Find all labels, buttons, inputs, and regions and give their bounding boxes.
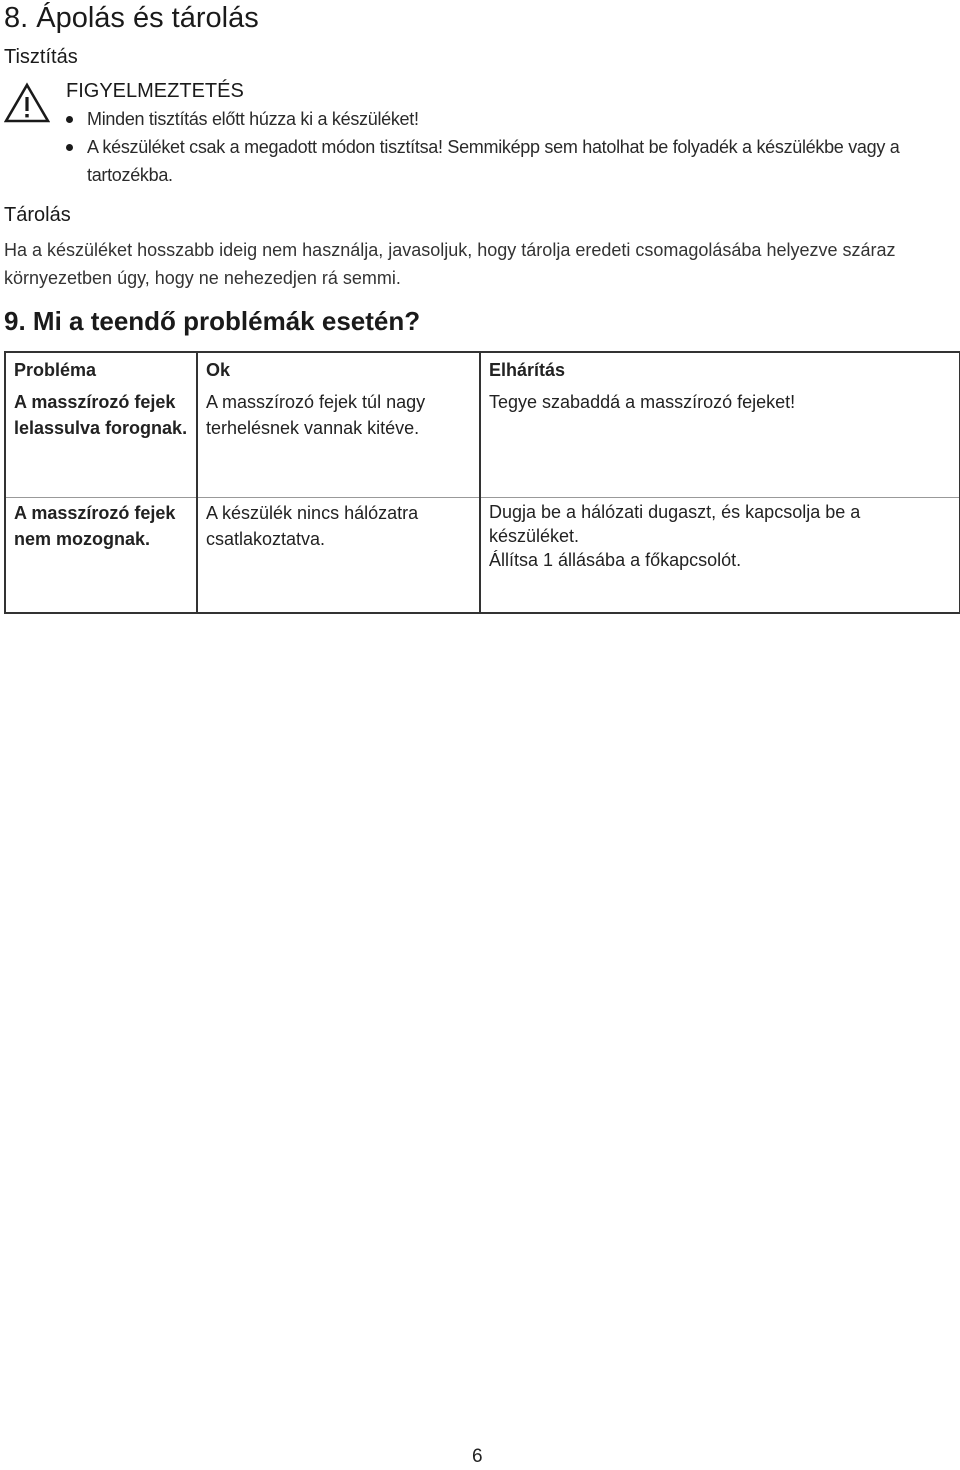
solution-cell [480, 387, 960, 498]
header-cause: Ok [197, 352, 480, 387]
warning-list [66, 105, 960, 189]
page-number: 6 [472, 1446, 483, 1467]
problem-cell: A masszírozó fejek nem mozognak. [5, 498, 197, 614]
table-header-row [5, 352, 960, 387]
section-title-troubleshooting: 9. Mi a teendő problémák esetén? [4, 306, 421, 336]
cause-cell: A masszírozó fejek túl nagy terhelésnek vannak kitéve. [197, 387, 480, 498]
cause-cell: A készülék nincs hálózatra csatlakoztatva. [197, 498, 480, 614]
storage-text: Ha a készüléket hosszabb ideig nem használja, javasoljuk, hogy tárolja eredeti csomagolásába helyezve száraz környezetben úgy, hogy ne nehezedjen rá semmi. [4, 240, 896, 288]
bullet-icon [66, 116, 73, 123]
solution-cell [480, 498, 960, 614]
warning-item-text: A készüléket csak a megadott módon tisztítsa! Semmiképp sem hatolhat be folyadék a készülékbe vagy a tartozékba. [87, 137, 900, 185]
table-row [5, 498, 960, 614]
header-solution: Elhárítás [480, 352, 960, 387]
problem-cell: A masszírozó fejek lelassulva forognak. [5, 387, 197, 498]
header-problem: Probléma [5, 352, 197, 387]
solution-line: Dugja be a hálózati dugaszt, és kapcsolja be a készüléket. [489, 502, 861, 546]
warning-triangle-icon [4, 82, 50, 124]
section-title-care: 8. Ápolás és tárolás [4, 2, 259, 34]
table-row [5, 387, 960, 498]
bullet-icon [66, 144, 73, 151]
solution-line: Állítsa 1 állásába a főkapcsolót. [489, 550, 742, 570]
troubleshooting-table [4, 351, 960, 614]
warning-item-text: Minden tisztítás előtt húzza ki a készüléket! [87, 109, 419, 129]
solution-line: Tegye szabaddá a masszírozó fejeket! [489, 392, 796, 412]
cleaning-heading: Tisztítás [4, 46, 78, 68]
warning-item [66, 105, 960, 133]
storage-heading: Tárolás [4, 204, 71, 226]
warning-item [66, 133, 960, 189]
warning-title: FIGYELMEZTETÉS [66, 80, 244, 102]
